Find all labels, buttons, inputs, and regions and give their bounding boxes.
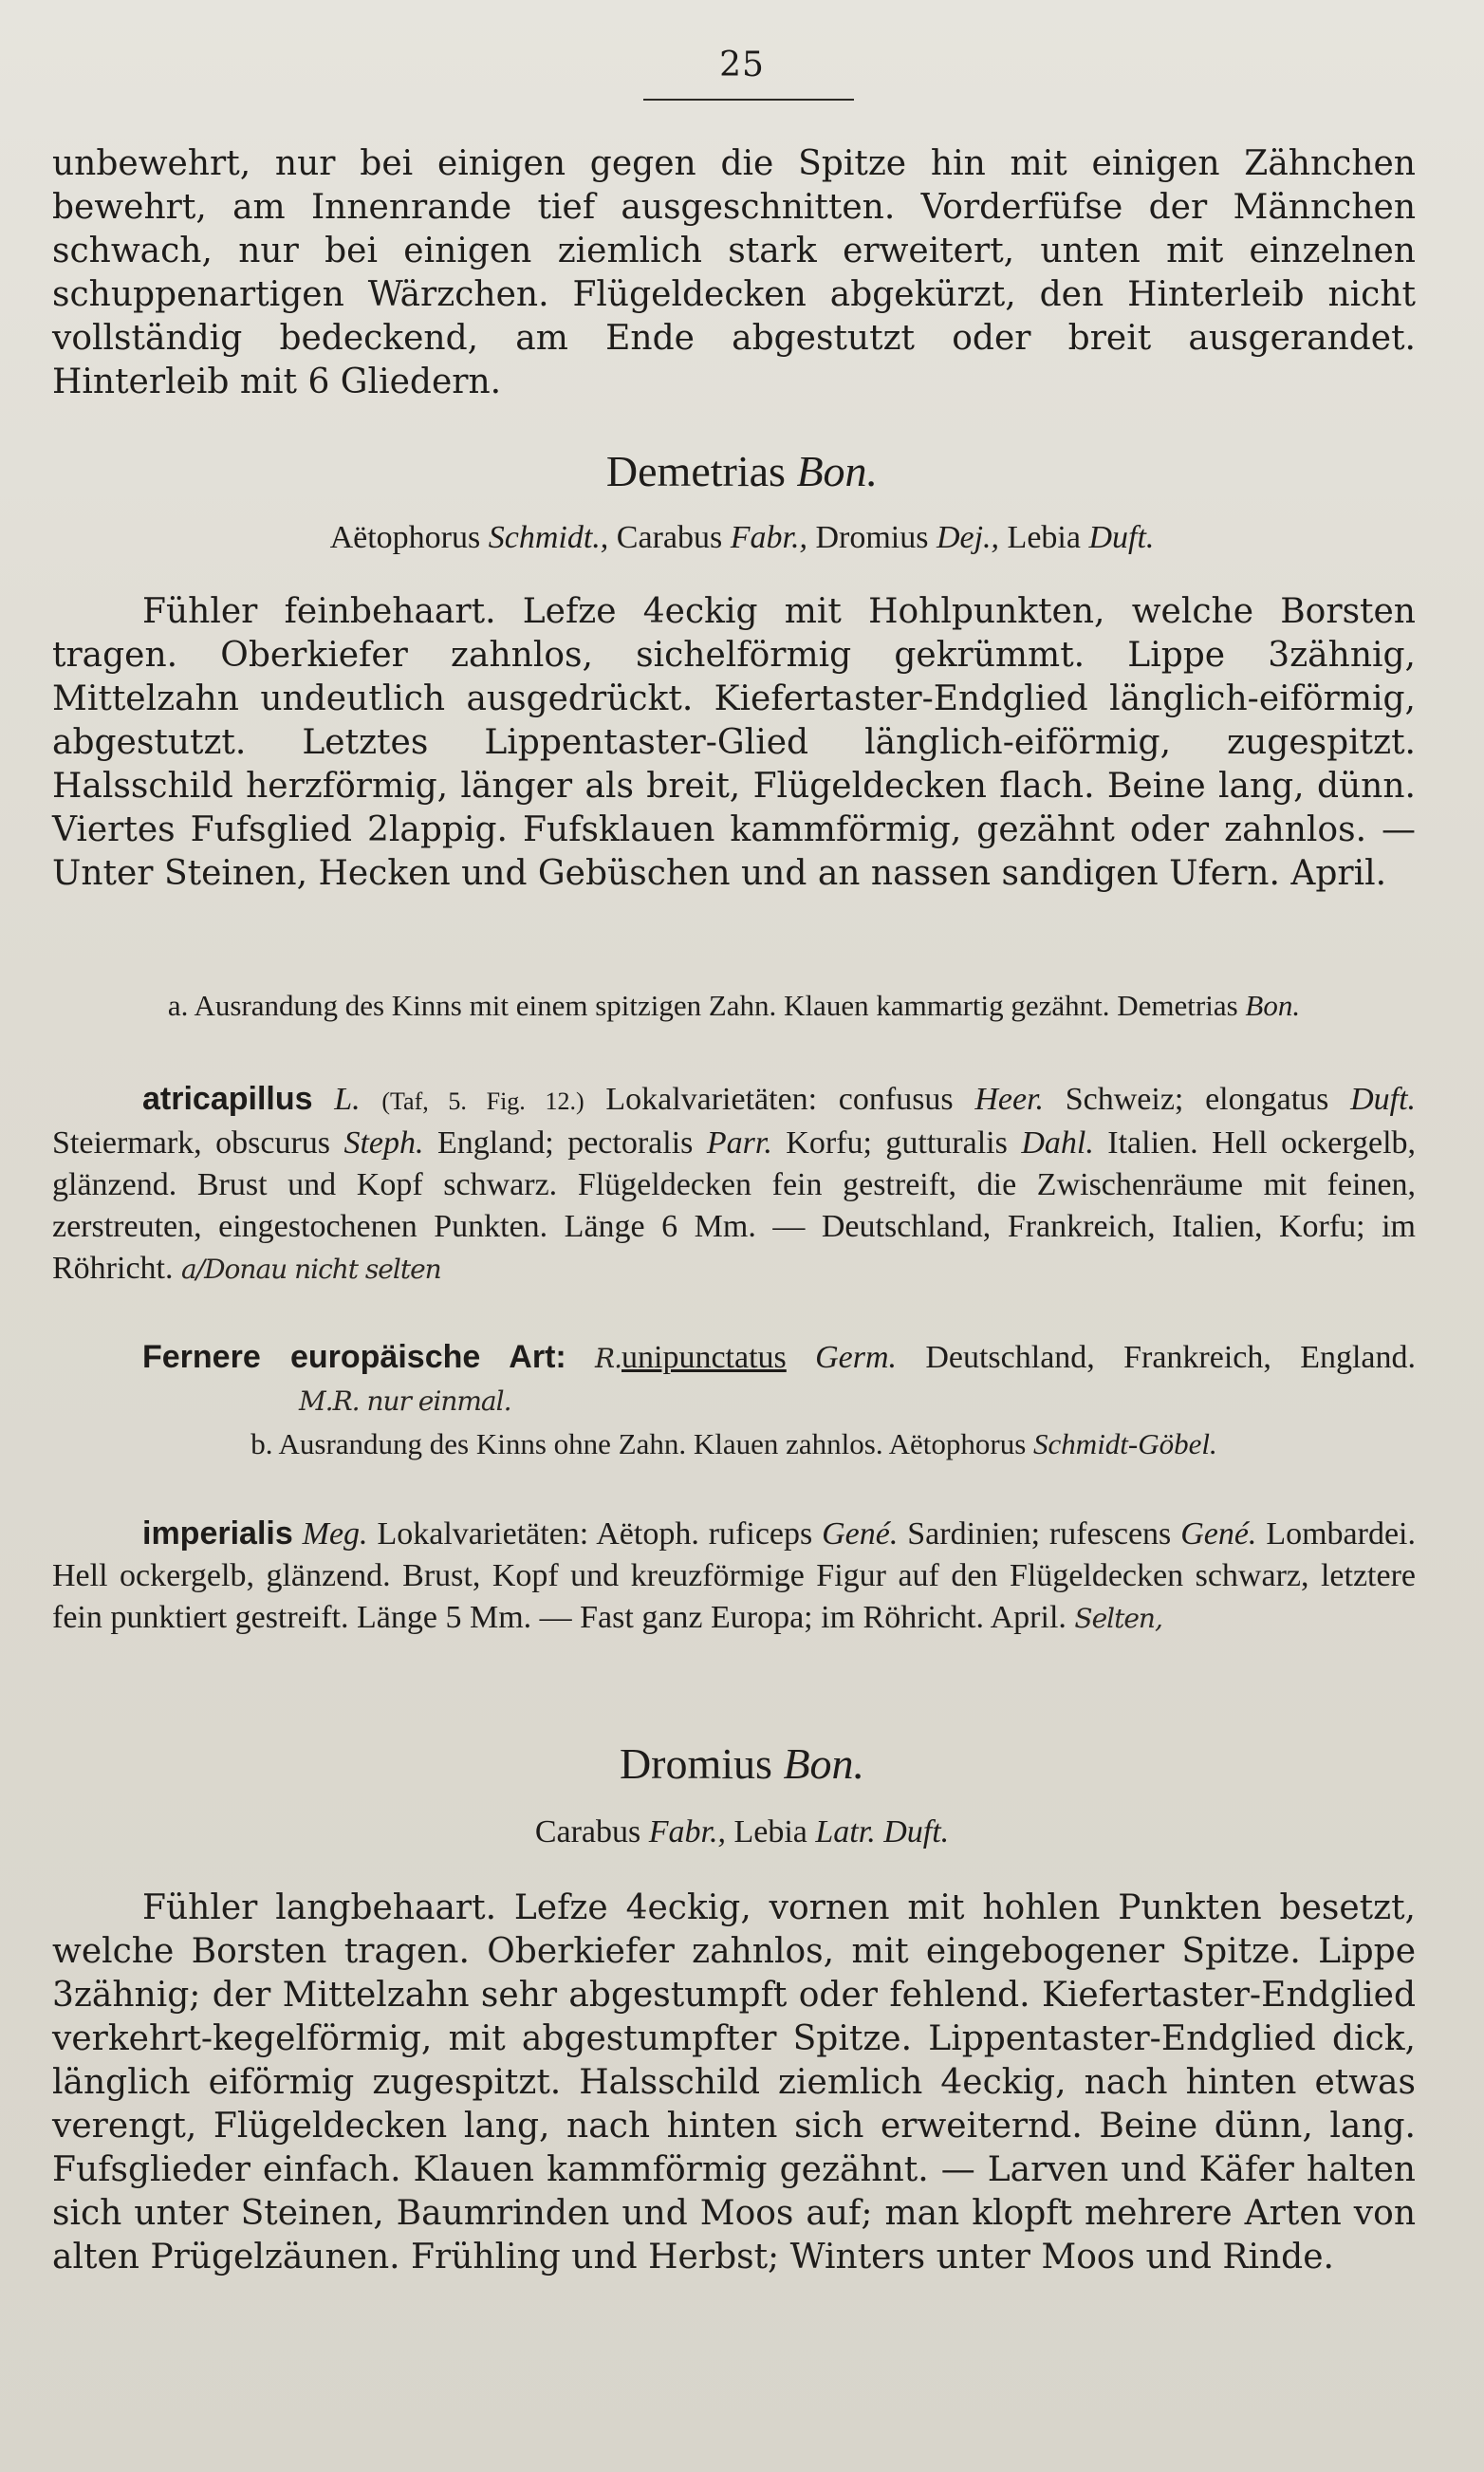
species-text: Steiermark, obscurus xyxy=(52,1125,331,1161)
species-author: Duft. xyxy=(1350,1082,1417,1117)
species-atricapillus xyxy=(52,1078,1416,1291)
genus-author: Bon. xyxy=(783,1739,865,1788)
species-text: Korfu; gutturalis xyxy=(786,1125,1008,1161)
key-a-author: Bon. xyxy=(1245,989,1301,1022)
fernere-label: Fernere europäische Art: xyxy=(142,1339,566,1375)
species-author: Parr. xyxy=(706,1125,772,1161)
synonym-author: Fabr., xyxy=(648,1814,726,1849)
synonym-name: Dromius xyxy=(815,520,929,555)
handwritten-note: a/Donau nicht selten xyxy=(180,1254,441,1285)
fernere-art xyxy=(52,1336,1416,1422)
species-text: Sardinien; rufescens xyxy=(907,1516,1172,1552)
synonym-name: Lebia xyxy=(733,1814,807,1849)
synonym-name: Lebia xyxy=(1007,520,1081,555)
key-a xyxy=(52,987,1416,1025)
page-number-rule xyxy=(643,99,854,101)
synonym-author: Duft. xyxy=(883,1814,950,1849)
synonym-author: Fabr., xyxy=(730,520,807,555)
species-text: Lombardei. Hell ockergelb, glänzend. Brust, Kopf und kreuzförmige Figur auf den Flügeldecken schwarz, letztere fein punktiert gestreift. Länge 5 Mm. — Fast ganz Europa; im Röhricht. April. xyxy=(52,1516,1416,1635)
key-b-text: b. Ausrandung des Kinns ohne Zahn. Klauen zahnlos. Aëtophorus xyxy=(250,1427,1027,1460)
handwritten-note: Selten, xyxy=(1074,1603,1162,1634)
handwritten-mark: R. xyxy=(595,1343,622,1374)
synonym-author: Latr. xyxy=(815,1814,876,1849)
species-author: Dahl. xyxy=(1021,1125,1094,1161)
species-imperialis xyxy=(52,1513,1416,1640)
dromius-description: Fühler langbehaart. Lefze 4eckig, vornen mit hohlen Punkten besetzt, welche Borsten tragen. Oberkiefer zahnlos, mit eingebogener Spitze. Lippe 3zähnig; der Mittelzahn sehr abgestumpft oder fehlend. Kiefertaster-Endglied verkehrt-kegelförmig, mit abgestumpfter Spitze. Lippentaster-Endglied dick, länglich eiförmig zugespitzt. Halsschild ziemlich 4eckig, nach hinten etwas verengt, Flügeldecken lang, nach hinten sich erweiternd. Beine dünn, lang. Fufsglieder einfach. Klauen kammförmig gezähnt. — Larven und Käfer halten sich unter Steinen, Baumrinden und Moos auf; man klopft mehrere Arten von alten Prügelzäunen. Frühling und Herbst; Winters unter Moos und Rinde. xyxy=(52,1888,1416,2277)
synonym-author: Dej., xyxy=(936,520,1000,555)
genus-heading-dromius xyxy=(0,1738,1484,1789)
species-author: Gené. xyxy=(1180,1516,1257,1552)
synonym-name: Carabus xyxy=(534,1814,641,1849)
genus-author: Bon. xyxy=(796,447,879,495)
synonyms-dromius xyxy=(0,1814,1484,1850)
species-text: Italien. Hell ockergelb, glänzend. Brust und Kopf schwarz. Flügeldecken fein gestreift, die Zwischenräume mit feinen, zerstreuten, eingestochenen Punkten. Länge 6 Mm. — Deutschland, Frankreich, Italien, Korfu; im Röhricht. xyxy=(52,1125,1417,1286)
demetrias-description: Fühler feinbehaart. Lefze 4eckig mit Hohlpunkten, welche Borsten tragen. Oberkiefer zahnlos, sichelförmig gekrümmt. Lippe 3zähnig, Mittelzahn undeutlich ausgedrückt. Kiefertaster-Endglied länglich-eiförmig, abgestutzt. Letztes Lippentaster-Glied länglich-eiförmig, zugespitzt. Halsschild herzförmig, länger als breit, Flügeldecken flach. Beine lang, dünn. Viertes Fufsglied 2lappig. Fufsklauen kammförmig, gezähnt oder zahnlos. — Unter Steinen, Hecken und Gebüschen und an nassen sandigen Ufern. April. xyxy=(52,592,1416,893)
genus-name: Demetrias xyxy=(605,447,786,495)
key-a-text: a. Ausrandung des Kinns mit einem spitzigen Zahn. Klauen kammartig gezähnt. Demetrias xyxy=(167,989,1238,1022)
key-b xyxy=(52,1425,1416,1463)
species-author: L. xyxy=(334,1082,361,1117)
species-name: atricapillus xyxy=(142,1081,313,1117)
page-number: 25 xyxy=(719,46,765,84)
synonym-name: Aëtophorus xyxy=(329,520,481,555)
intro-paragraph: unbewehrt, nur bei einigen gegen die Spitze hin mit einigen Zähnchen bewehrt, am Innenrande tief ausgeschnitten. Vorderfüfse der Männchen schwach, nur bei einigen ziemlich stark erweitert, unten mit einzelnen schuppenartigen Wärzchen. Flügeldecken abgekürzt, den Hinterleib nicht vollständig bedeckend, am Ende abgestutzt oder breit ausgerandet. Hinterleib mit 6 Gliedern. xyxy=(52,144,1416,401)
synonyms-demetrias xyxy=(0,520,1484,556)
species-text: England; pectoralis xyxy=(437,1125,694,1161)
species-author: Steph. xyxy=(343,1125,424,1161)
handwritten-note: M.R. nur einmal. xyxy=(299,1385,511,1417)
key-b-author: Schmidt-Göbel. xyxy=(1033,1427,1217,1460)
species-author: Heer. xyxy=(974,1082,1045,1117)
species-author: Gené. xyxy=(822,1516,899,1552)
plate-reference: (Taf, 5. Fig. 12.) xyxy=(381,1087,584,1115)
species-text: Schweiz; elongatus xyxy=(1065,1082,1329,1117)
species-name: unipunctatus xyxy=(621,1340,787,1375)
species-name: imperialis xyxy=(142,1515,293,1552)
species-text: Lokalvarietäten: Aëtoph. ruficeps xyxy=(377,1516,813,1552)
species-author: Germ. xyxy=(815,1340,898,1375)
genus-name: Dromius xyxy=(619,1739,772,1788)
synonym-author: Duft. xyxy=(1088,520,1155,555)
species-text: Lokalvarietäten: confusus xyxy=(605,1082,954,1117)
species-author: Meg. xyxy=(302,1516,368,1552)
synonym-name: Carabus xyxy=(616,520,723,555)
synonym-author: Schmidt., xyxy=(488,520,609,555)
species-text: Deutschland, Frankreich, England. xyxy=(925,1340,1416,1375)
genus-heading-demetrias xyxy=(0,446,1484,496)
